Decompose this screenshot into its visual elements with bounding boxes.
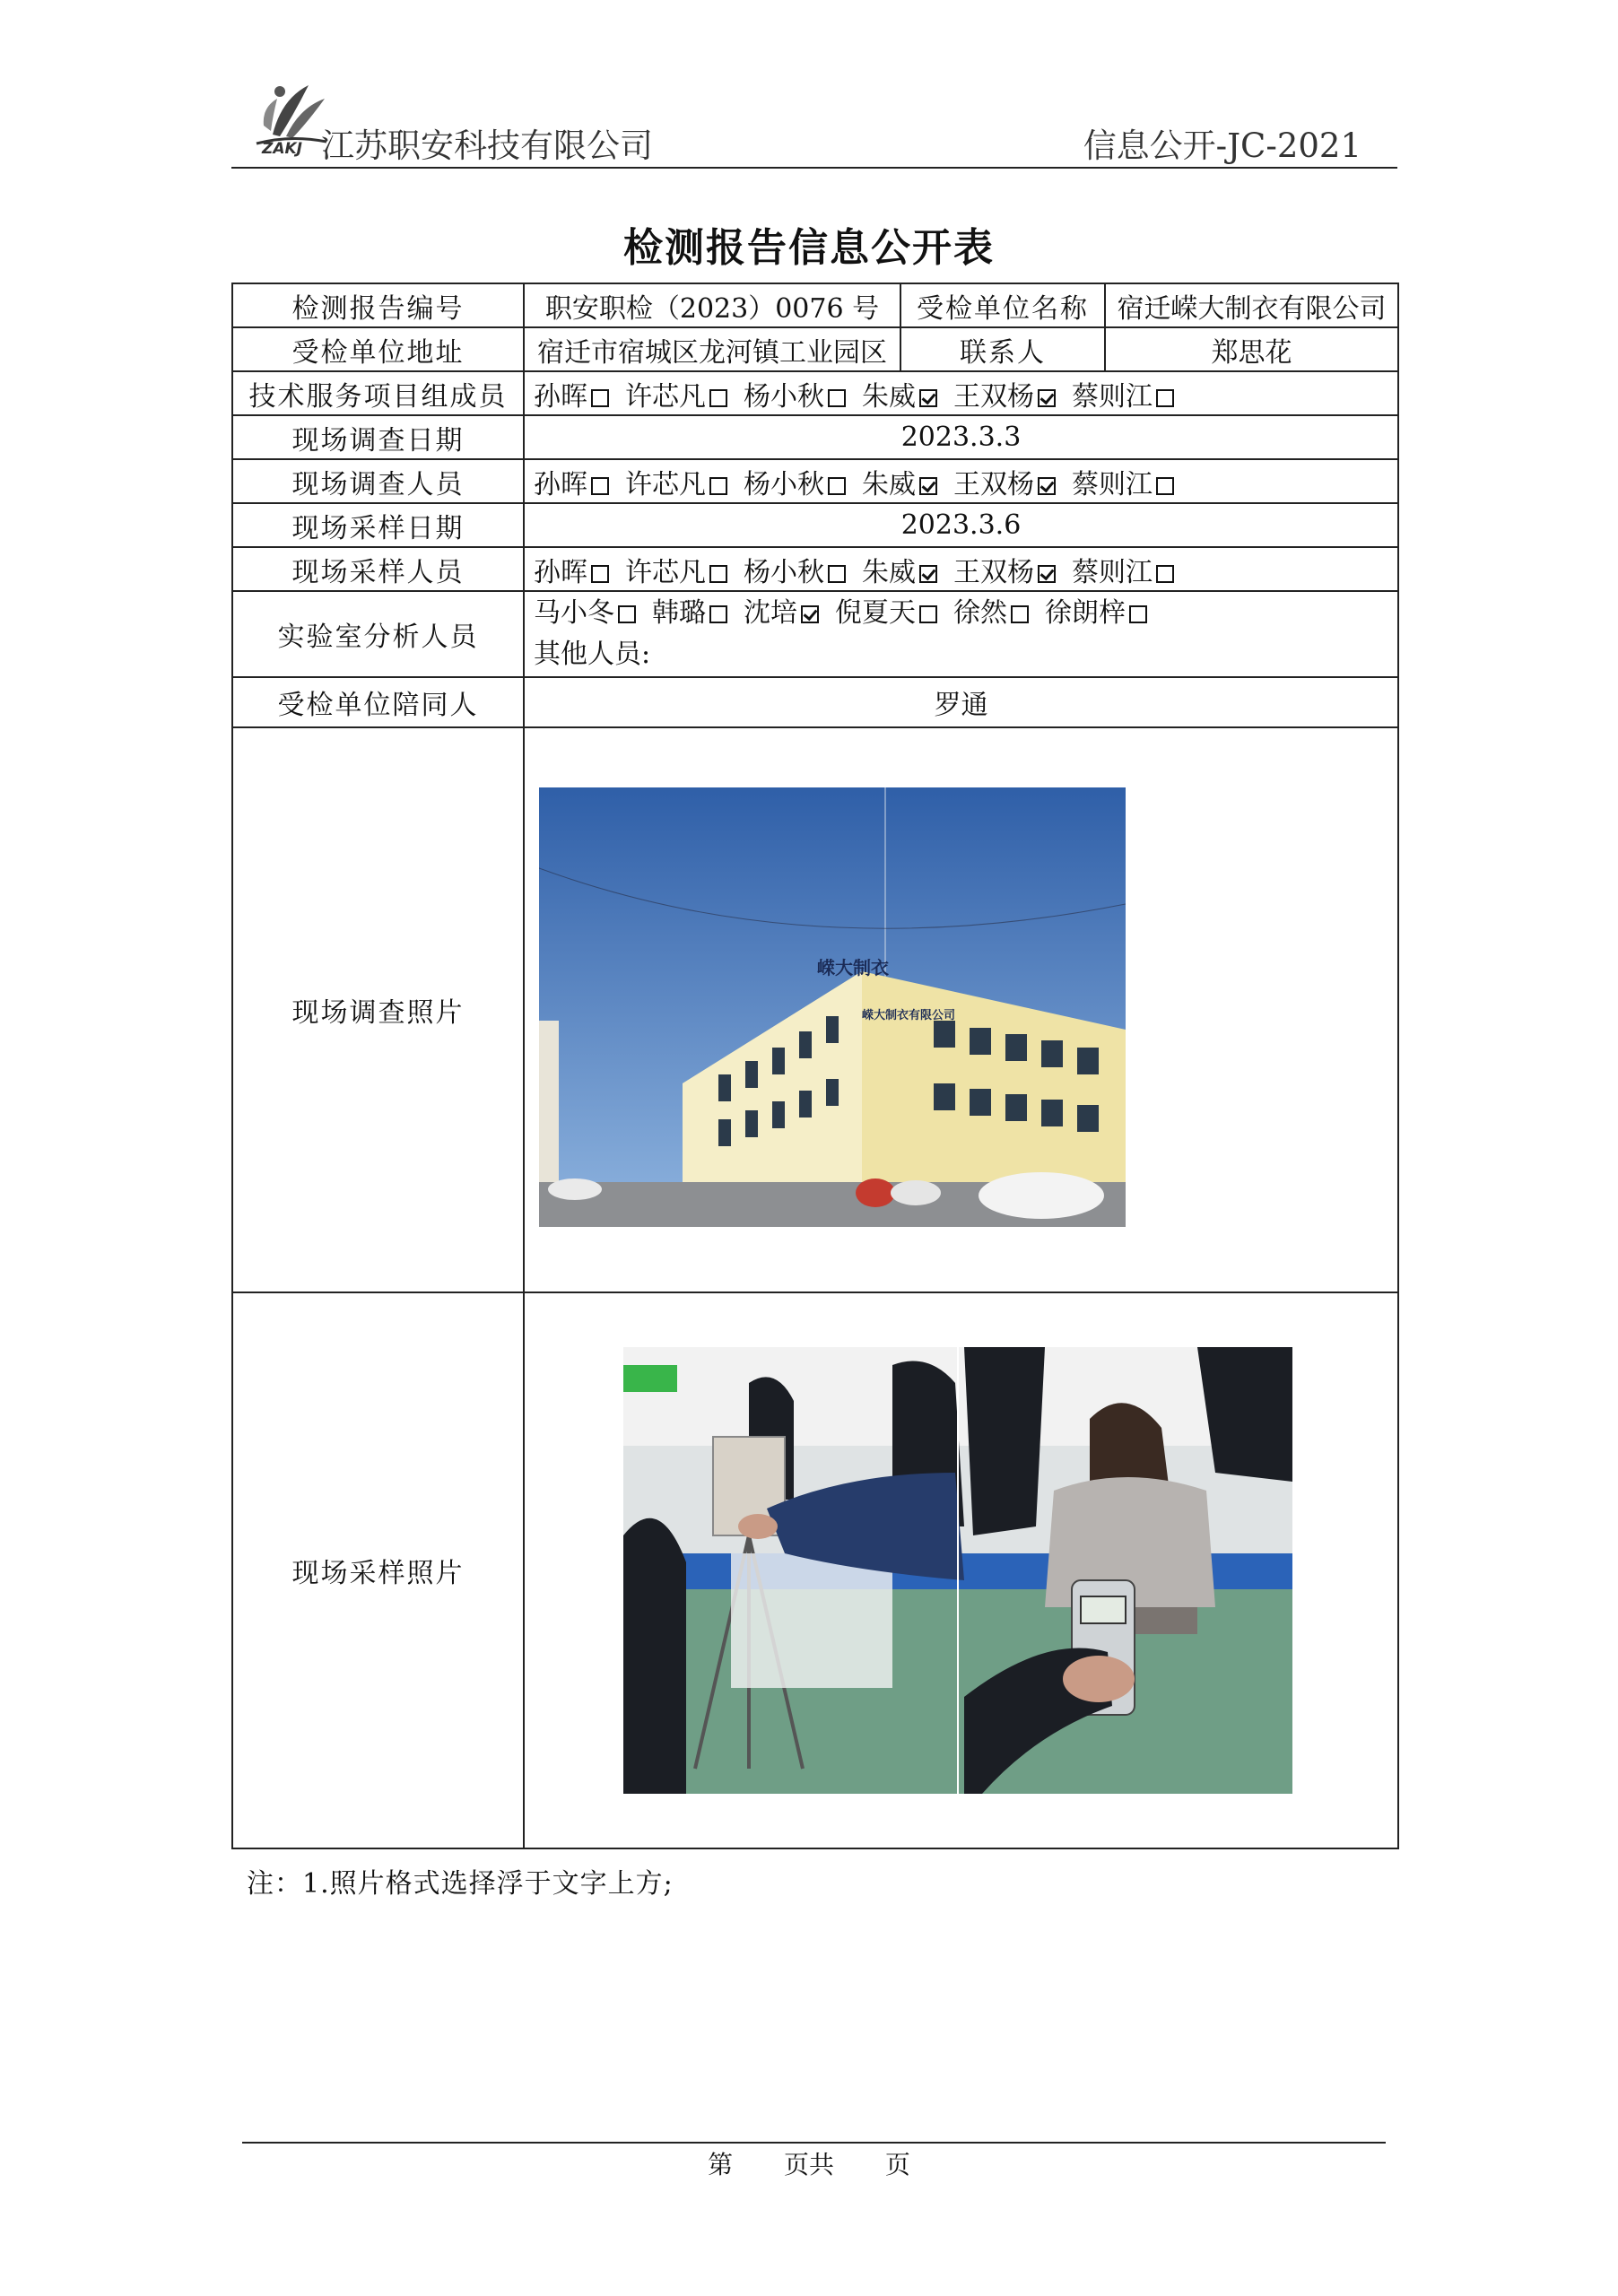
survey-photo-cell — [524, 727, 1398, 1292]
person-entry — [953, 597, 1029, 629]
unchecked-box-icon — [1129, 605, 1147, 623]
photo-sign-top: 嵘大制衣 — [817, 957, 889, 978]
person-name: 孙晖 — [534, 556, 587, 588]
report-info-table — [231, 283, 1399, 1849]
person-entry — [1045, 597, 1147, 629]
person-name: 许芯凡 — [625, 380, 706, 413]
person-entry — [953, 557, 1056, 588]
unit-name-label: 受检单位名称 — [900, 283, 1105, 327]
logo-text: ZAKJ — [262, 140, 302, 158]
company-name: 江苏职安科技有限公司 — [321, 126, 653, 165]
contact-label: 联系人 — [900, 327, 1105, 371]
person-entry — [862, 381, 937, 413]
person-name: 孙晖 — [534, 380, 587, 413]
report-no-label: 检测报告编号 — [232, 283, 524, 327]
sampling-staff-value — [524, 547, 1398, 591]
unchecked-box-icon — [919, 605, 937, 623]
survey-staff-label: 现场调查人员 — [232, 459, 524, 503]
table-row — [232, 459, 1398, 503]
person-entry — [744, 597, 819, 629]
person-entry — [1072, 469, 1174, 500]
table-row — [232, 503, 1398, 547]
unchecked-box-icon — [709, 565, 727, 583]
person-entry — [534, 557, 609, 588]
unchecked-box-icon — [591, 565, 609, 583]
table-row — [232, 547, 1398, 591]
table-row — [232, 415, 1398, 459]
person-name: 杨小秋 — [744, 468, 824, 500]
person-name: 朱威 — [862, 468, 916, 500]
survey-photo-label: 现场调查照片 — [232, 727, 524, 1292]
table-row — [232, 283, 1398, 327]
person-name: 许芯凡 — [625, 556, 706, 588]
lab-staff-label: 实验室分析人员 — [232, 591, 524, 677]
sampling-staff-label: 现场采样人员 — [232, 547, 524, 591]
person-name: 王双杨 — [953, 380, 1034, 413]
unchecked-box-icon — [828, 565, 846, 583]
person-name: 马小冬 — [534, 597, 614, 629]
unchecked-box-icon — [828, 389, 846, 407]
checked-box-icon — [919, 389, 937, 407]
lab-staff-others: 其他人员: — [534, 639, 651, 670]
checked-box-icon — [1038, 477, 1056, 495]
person-entry — [625, 381, 727, 413]
person-name: 倪夏天 — [835, 597, 916, 629]
unchecked-box-icon — [709, 605, 727, 623]
sampling-photo — [623, 1347, 1292, 1794]
unit-address-label: 受检单位地址 — [232, 327, 524, 371]
person-name: 徐然 — [953, 597, 1007, 629]
page-header — [231, 63, 1397, 169]
sampling-photo-label: 现场采样照片 — [232, 1292, 524, 1848]
sampling-photo-cell — [524, 1292, 1398, 1848]
lab-staff-value — [524, 591, 1398, 677]
unchecked-box-icon — [709, 389, 727, 407]
person-name: 朱威 — [862, 380, 916, 413]
person-name: 孙晖 — [534, 468, 587, 500]
checked-box-icon — [1038, 565, 1056, 583]
lab-staff-people — [534, 593, 1388, 634]
person-name: 蔡则江 — [1072, 556, 1153, 588]
footer-divider — [242, 2142, 1386, 2144]
escort-value: 罗通 — [524, 677, 1398, 727]
table-row — [232, 677, 1398, 727]
team-value — [524, 371, 1398, 415]
checked-box-icon — [801, 605, 819, 623]
table-row — [232, 1292, 1398, 1848]
escort-label: 受检单位陪同人 — [232, 677, 524, 727]
unchecked-box-icon — [709, 477, 727, 495]
person-entry — [1072, 557, 1174, 588]
report-no-value: 职安职检（2023）0076 号 — [524, 283, 900, 327]
sampling-date-label: 现场采样日期 — [232, 503, 524, 547]
footnote: 注：1.照片格式选择浮于文字上方; — [247, 1868, 674, 1900]
person-entry — [534, 381, 609, 413]
table-row — [232, 327, 1398, 371]
person-name: 王双杨 — [953, 556, 1034, 588]
person-name: 杨小秋 — [744, 380, 824, 413]
table-row — [232, 591, 1398, 677]
person-entry — [744, 469, 846, 500]
person-entry — [953, 381, 1056, 413]
unchecked-box-icon — [1156, 389, 1174, 407]
unchecked-box-icon — [1011, 605, 1029, 623]
table-row — [232, 371, 1398, 415]
footer-of: 页共 — [783, 2150, 834, 2179]
checked-box-icon — [919, 565, 937, 583]
person-name: 蔡则江 — [1072, 380, 1153, 413]
unchecked-box-icon — [1156, 565, 1174, 583]
unchecked-box-icon — [591, 389, 609, 407]
unchecked-box-icon — [828, 477, 846, 495]
person-entry — [953, 469, 1056, 500]
unit-name-value: 宿迁嵘大制衣有限公司 — [1105, 283, 1398, 327]
footer-pages: 页 — [884, 2150, 910, 2179]
person-name: 王双杨 — [953, 468, 1034, 500]
person-name: 许芯凡 — [625, 468, 706, 500]
photo-sign-bottom: 嵘大制衣有限公司 — [862, 1009, 956, 1022]
table-row — [232, 727, 1398, 1292]
person-name: 朱威 — [862, 556, 916, 588]
person-entry — [1072, 381, 1174, 413]
page-footer — [0, 2145, 1618, 2181]
checked-box-icon — [919, 477, 937, 495]
person-name: 韩璐 — [652, 597, 706, 629]
person-entry — [534, 597, 636, 629]
survey-date-label: 现场调查日期 — [232, 415, 524, 459]
checked-box-icon — [1038, 389, 1056, 407]
unchecked-box-icon — [618, 605, 636, 623]
person-name: 徐朗梓 — [1045, 597, 1126, 629]
person-entry — [744, 557, 846, 588]
unit-address-value: 宿迁市宿城区龙河镇工业园区 — [524, 327, 900, 371]
survey-photo — [539, 787, 1126, 1227]
sampling-date-value: 2023.3.6 — [524, 503, 1398, 547]
unchecked-box-icon — [591, 477, 609, 495]
contact-value: 郑思花 — [1105, 327, 1398, 371]
person-name: 杨小秋 — [744, 556, 824, 588]
person-entry — [862, 557, 937, 588]
document-number: 信息公开-JC-2021 — [1083, 126, 1361, 165]
person-entry — [625, 469, 727, 500]
person-entry — [835, 597, 937, 629]
page-title: 检测报告信息公开表 — [623, 225, 995, 271]
person-entry — [534, 469, 609, 500]
person-entry — [652, 597, 727, 629]
person-name: 蔡则江 — [1072, 468, 1153, 500]
team-label: 技术服务项目组成员 — [232, 371, 524, 415]
person-entry — [625, 557, 727, 588]
footer-page: 第 — [708, 2150, 734, 2179]
person-name: 沈培 — [744, 597, 797, 629]
survey-staff-value — [524, 459, 1398, 503]
person-entry — [862, 469, 937, 500]
survey-date-value: 2023.3.3 — [524, 415, 1398, 459]
unchecked-box-icon — [1156, 477, 1174, 495]
person-entry — [744, 381, 846, 413]
